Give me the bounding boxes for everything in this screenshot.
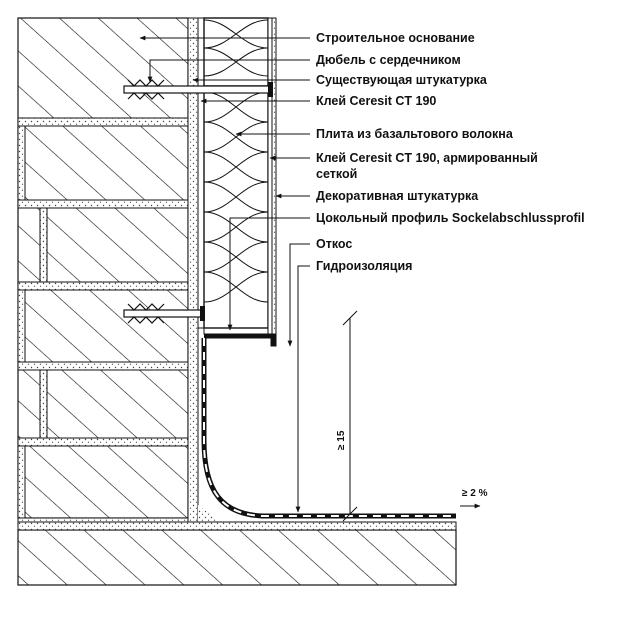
waterproofing-core <box>204 338 456 516</box>
floor-slab <box>18 522 456 585</box>
decorative-plaster-layer <box>272 18 276 334</box>
label-adhesive: Клей Ceresit CT 190 <box>316 94 437 108</box>
label-dowel: Дюбель с сердечником <box>316 53 461 67</box>
label-decorative-plaster: Декоративная штукатурка <box>316 189 479 203</box>
label-existing-plaster: Существующая штукатурка <box>316 73 487 87</box>
existing-plaster-layer <box>188 18 198 530</box>
label-adhesive-mesh-line1: Клей Ceresit CT 190, армированный <box>316 151 538 165</box>
basalt-fiber-board <box>204 18 268 328</box>
leader-slope <box>290 244 310 346</box>
dimension-height-label: ≥ 15 <box>336 430 347 450</box>
dimension-slope-label: ≥ 2 % <box>462 488 488 499</box>
label-base: Строительное основание <box>316 31 475 45</box>
masonry-wall <box>18 18 188 526</box>
waterproofing-membrane <box>204 338 456 516</box>
label-waterproofing: Гидроизоляция <box>316 259 413 273</box>
label-basalt-board: Плита из базальтового волокна <box>316 127 513 141</box>
plinth-profile <box>204 326 276 346</box>
label-plinth-profile: Цокольный профиль Sockelabschlussprofil <box>316 211 585 225</box>
label-slope: Откос <box>316 237 353 251</box>
label-adhesive-mesh-line2: сеткой <box>316 167 358 181</box>
leader-waterproofing <box>298 266 310 512</box>
reinforced-adhesive-layer <box>268 18 272 334</box>
adhesive-layer <box>198 18 204 328</box>
